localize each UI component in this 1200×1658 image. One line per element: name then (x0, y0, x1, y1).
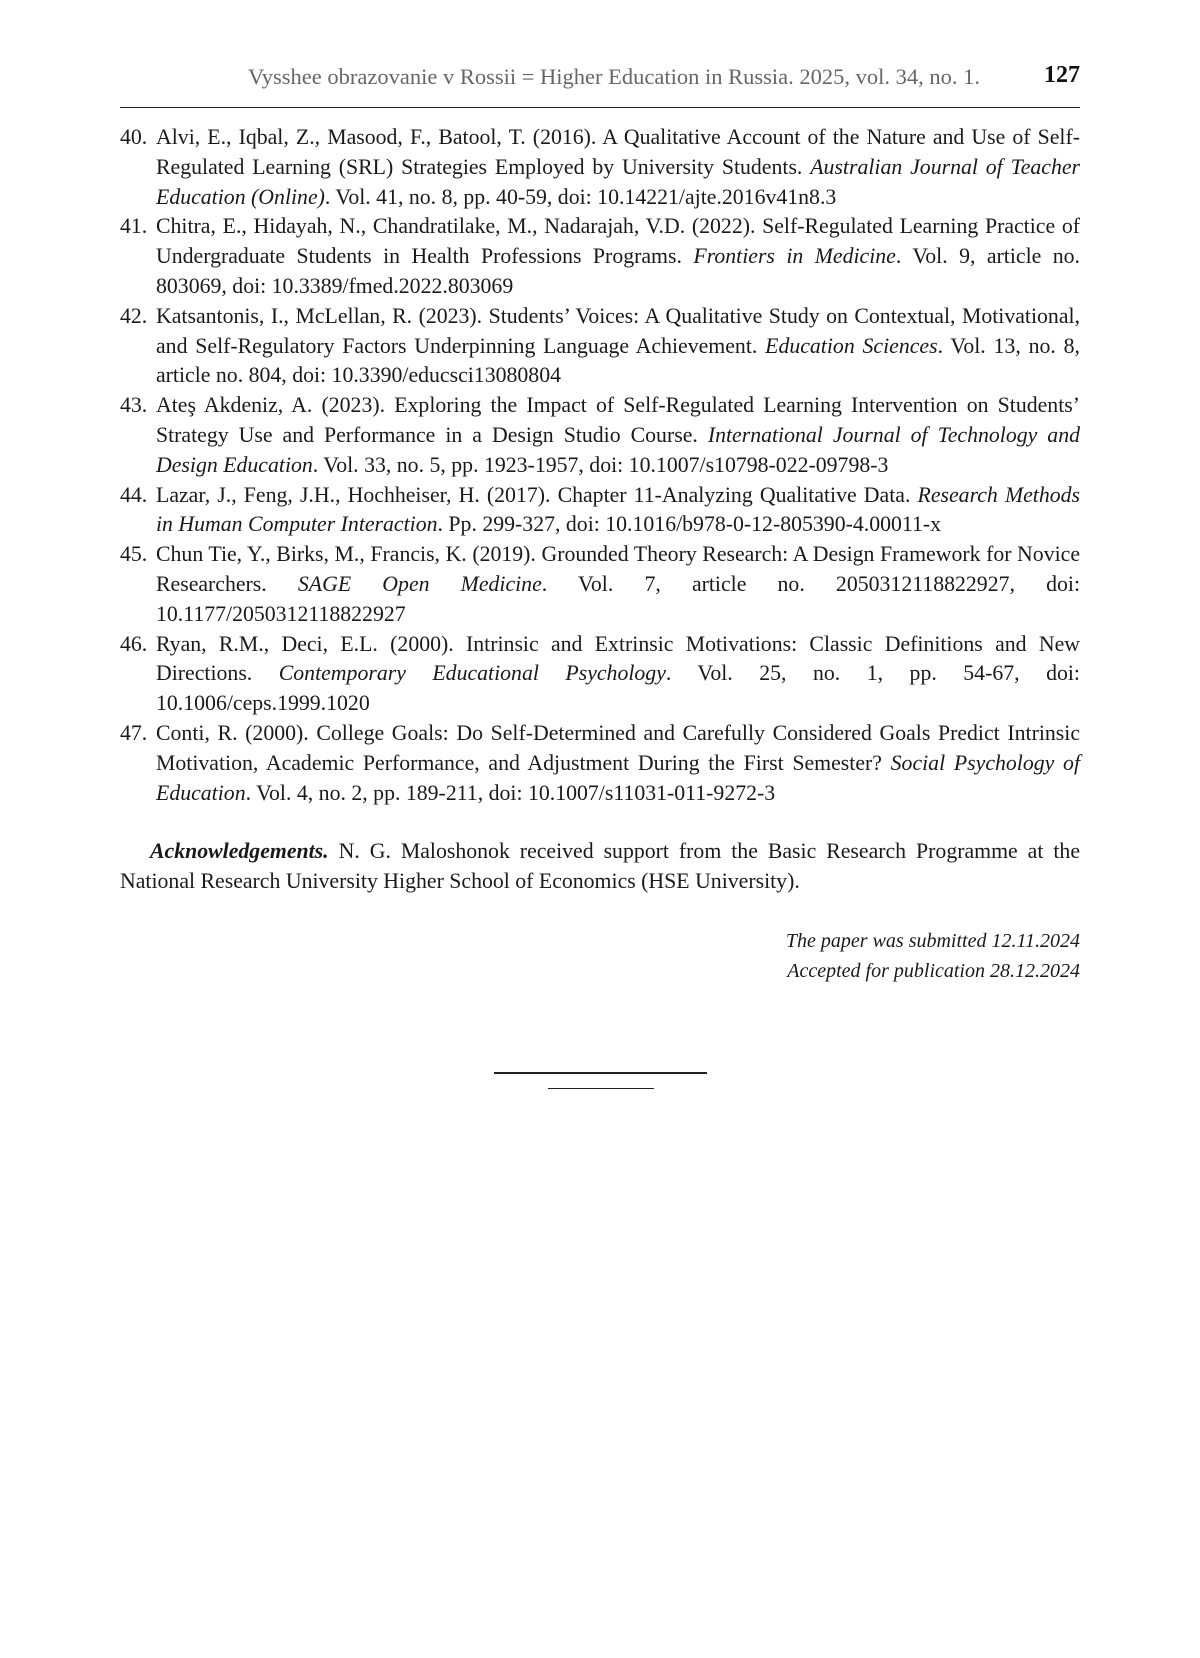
reference-authors-title: Conti, R. (2000). College Goals: Do Self-Determined and Carefully Considered Goals Predict Intrinsic Motivation, Academic Performance, and Adjustment During the First Semester? (156, 720, 1080, 775)
reference-authors-title: Ryan, R.M., Deci, E.L. (2000). Intrinsic and Extrinsic Motivations: Classic Definitions and New Directions. (156, 631, 1080, 686)
reference-details: . Vol. 25, no. 1, pp. 54-67, doi: 10.1006/ceps.1999.1020 (156, 661, 1080, 716)
reference-source: Education Sciences (765, 333, 938, 358)
reference-details: . Vol. 33, no. 5, pp. 1923-1957, doi: 10.1007/s10798-022-09798-3 (312, 452, 889, 477)
reference-item (120, 212, 1080, 301)
reference-source: Frontiers in Medicine (693, 244, 896, 269)
reference-authors-title: Lazar, J., Feng, J.H., Hochheiser, H. (2017). Chapter 11-Analyzing Qualitative Data. (156, 482, 918, 507)
reference-source: International Journal of Technology and Design Education (156, 422, 1080, 477)
reference-authors-title: Chun Tie, Y., Birks, M., Francis, K. (2019). Grounded Theory Research: A Design Framework for Novice Researchers. (156, 542, 1080, 596)
running-header (120, 0, 1080, 108)
reference-text (156, 540, 1080, 629)
reference-item (120, 302, 1080, 391)
reference-item (120, 630, 1080, 719)
reference-details: . Vol. 7, article no. 2050312118822927, doi: 10.1177/2050312118822927 (156, 571, 1080, 626)
reference-number: 45. (120, 542, 148, 567)
accepted-date: Accepted for publication 28.12.2024 (787, 959, 1080, 982)
reference-text (156, 719, 1080, 808)
reference-number: 47. (120, 720, 148, 745)
reference-number: 40. (120, 125, 148, 149)
reference-details: . Vol. 4, no. 2, pp. 189-211, doi: 10.1007/s11031-011-9272-3 (245, 780, 776, 805)
reference-source: Social Psychology of Education (156, 750, 1081, 805)
reference-authors-title: Ateş Akdeniz, A. (2023). Exploring the Impact of Self-Regulated Learning Intervention on Students’ Strategy Use and Performance in a Design Studio Course. (156, 393, 1080, 447)
reference-source: Australian Journal of Teacher Education (Online) (156, 154, 1081, 209)
reference-authors-title: Chitra, E., Hidayah, N., Chandratilake, M., Nadarajah, V.D. (2022). Self-Regulated Learning Practice of Undergraduate Students in Health Professions Programs. (156, 214, 1080, 269)
reference-details: . Pp. 299-327, doi: 10.1016/b978-0-12-805390-4.00011-x (437, 512, 942, 537)
reference-text (156, 123, 1080, 212)
reference-item (120, 719, 1080, 808)
end-rule-short (548, 1088, 654, 1089)
reference-item (120, 123, 1080, 212)
reference-number: 43. (120, 393, 148, 418)
reference-source: SAGE Open Medicine (297, 571, 542, 596)
reference-number: 46. (120, 631, 148, 656)
page-number: 127 (1044, 62, 1080, 88)
reference-item (120, 481, 1080, 541)
reference-text (156, 481, 1080, 541)
reference-details: . Vol. 9, article no. 803069, doi: 10.3389/fmed.2022.803069 (156, 244, 1080, 298)
acknowledgements-lead: Acknowledgements. (150, 839, 329, 864)
reference-text (156, 630, 1080, 719)
acknowledgements-paragraph (120, 837, 1080, 897)
end-rule-long (494, 1072, 707, 1074)
submitted-date: The paper was submitted 12.11.2024 (785, 929, 1080, 952)
reference-number: 41. (120, 214, 148, 239)
reference-authors-title: Katsantonis, I., McLellan, R. (2023). Students’ Voices: A Qualitative Study on Contextual, Motivational, and Self-Regulatory Factors Underpinning Language Achievement. (156, 303, 1080, 358)
reference-source: Research Methods in Human Computer Interaction (156, 482, 1081, 537)
reference-list (120, 123, 1080, 808)
reference-item (120, 540, 1080, 629)
reference-text (156, 212, 1080, 301)
reference-text (156, 302, 1080, 391)
reference-text (156, 391, 1080, 480)
acknowledgements-text: N. G. Maloshonok received support from the Basic Research Programme at the National Research University Higher School of Economics (HSE University). (120, 839, 1080, 894)
reference-details: . Vol. 13, no. 8, article no. 804, doi: 10.3390/educsci13080804 (156, 333, 1080, 388)
reference-item (120, 391, 1080, 480)
document-page (120, 0, 1080, 986)
journal-citation-line: Vysshee obrazovanie v Rossii = Higher Education in Russia. 2025, vol. 34, no. 1. (248, 64, 980, 89)
reference-authors-title: Alvi, E., Iqbal, Z., Masood, F., Batool, T. (2016). A Qualitative Account of the Nature and Use of Self-Regulated Learning (SRL) Strategies Employed by University Students. (156, 125, 1080, 179)
submission-dates (120, 926, 1080, 986)
reference-number: 42. (120, 303, 148, 328)
reference-source: Contemporary Educational Psychology (278, 661, 666, 686)
reference-details: . Vol. 41, no. 8, pp. 40-59, doi: 10.14221/ajte.2016v41n8.3 (324, 184, 837, 209)
reference-number: 44. (120, 482, 148, 507)
